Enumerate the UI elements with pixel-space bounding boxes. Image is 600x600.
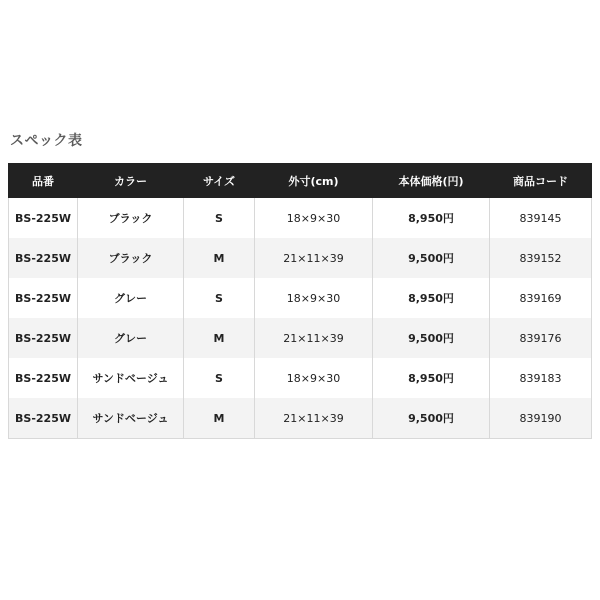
cell-dimensions: 18×9×30: [255, 278, 373, 318]
cell-color: ブラック: [78, 238, 184, 278]
cell-size: S: [184, 198, 255, 239]
column-header-price: 本体価格(円): [373, 164, 490, 198]
spec-table: [8, 163, 592, 439]
cell-color: ブラック: [78, 198, 184, 239]
table-body: [9, 198, 592, 439]
table-row: [9, 318, 592, 358]
cell-product-number: BS-225W: [9, 238, 78, 278]
table-row: [9, 278, 592, 318]
cell-product-code: 839183: [490, 358, 592, 398]
cell-price: 9,500円: [373, 238, 490, 278]
cell-product-number: BS-225W: [9, 358, 78, 398]
header-row: [9, 164, 592, 198]
cell-product-number: BS-225W: [9, 278, 78, 318]
cell-color: グレー: [78, 318, 184, 358]
table-header: [9, 164, 592, 198]
cell-size: M: [184, 398, 255, 439]
cell-price: 8,950円: [373, 358, 490, 398]
cell-product-code: 839169: [490, 278, 592, 318]
cell-dimensions: 21×11×39: [255, 398, 373, 439]
cell-size: S: [184, 358, 255, 398]
table-row: [9, 198, 592, 239]
cell-dimensions: 21×11×39: [255, 318, 373, 358]
cell-price: 8,950円: [373, 198, 490, 239]
cell-product-code: 839145: [490, 198, 592, 239]
column-header-dimensions: 外寸(cm): [255, 164, 373, 198]
cell-dimensions: 18×9×30: [255, 198, 373, 239]
cell-size: M: [184, 318, 255, 358]
table-row: [9, 358, 592, 398]
column-header-product-code: 商品コード: [490, 164, 592, 198]
cell-product-code: 839190: [490, 398, 592, 439]
cell-product-number: BS-225W: [9, 398, 78, 439]
cell-price: 9,500円: [373, 398, 490, 439]
cell-size: S: [184, 278, 255, 318]
cell-dimensions: 21×11×39: [255, 238, 373, 278]
cell-color: サンドベージュ: [78, 358, 184, 398]
cell-dimensions: 18×9×30: [255, 358, 373, 398]
column-header-color: カラー: [78, 164, 184, 198]
column-header-product-number: 品番: [9, 164, 78, 198]
table-row: [9, 238, 592, 278]
cell-product-number: BS-225W: [9, 198, 78, 239]
cell-product-code: 839176: [490, 318, 592, 358]
cell-color: グレー: [78, 278, 184, 318]
cell-color: サンドベージュ: [78, 398, 184, 439]
cell-product-number: BS-225W: [9, 318, 78, 358]
cell-product-code: 839152: [490, 238, 592, 278]
cell-size: M: [184, 238, 255, 278]
table-row: [9, 398, 592, 439]
cell-price: 9,500円: [373, 318, 490, 358]
column-header-size: サイズ: [184, 164, 255, 198]
section-title: スペック表: [10, 133, 83, 149]
cell-price: 8,950円: [373, 278, 490, 318]
